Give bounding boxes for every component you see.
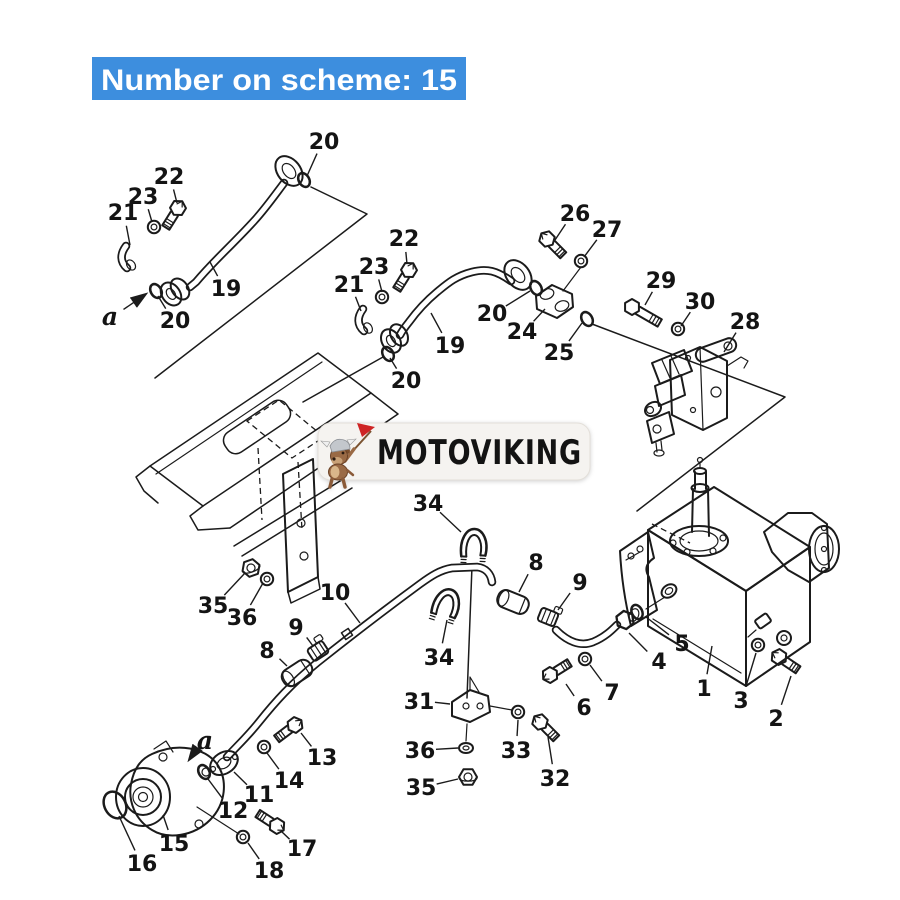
return-hose-group <box>495 588 645 685</box>
part-label-17: 17 <box>286 837 318 862</box>
washer-7 <box>579 653 591 665</box>
part-label-35: 35 <box>405 776 437 801</box>
leader-line <box>566 684 574 696</box>
leader-line <box>224 573 245 595</box>
part-label-36: 36 <box>226 606 258 631</box>
part-label-21: 21 <box>107 201 139 226</box>
part-label-14: 14 <box>273 769 305 794</box>
bolt-6 <box>540 657 574 685</box>
nut-35 <box>459 769 477 785</box>
part-label-20: 20 <box>390 369 422 394</box>
leader-line <box>431 313 442 333</box>
scheme-number-text: Number on scheme: 15 <box>101 64 457 97</box>
leader-line <box>569 323 582 341</box>
part-label-32: 32 <box>539 767 571 792</box>
part-label-26: 26 <box>559 202 591 227</box>
part-label-8: 8 <box>528 551 544 576</box>
bolt-13 <box>272 715 305 745</box>
leader-line <box>707 646 712 674</box>
bolt-22 <box>391 260 419 294</box>
leader-line <box>558 593 570 610</box>
part-label-34: 34 <box>423 646 455 671</box>
part-label-10: 10 <box>319 581 351 606</box>
part-label-3: 3 <box>733 689 749 714</box>
leader-line <box>307 637 313 646</box>
leader-line <box>279 659 287 666</box>
o-ring-25 <box>579 310 595 328</box>
washer-33 <box>512 706 524 718</box>
part-label-36: 36 <box>404 739 436 764</box>
leader-line <box>250 583 263 605</box>
part-label-13: 13 <box>306 746 338 771</box>
part-label-33: 33 <box>500 739 532 764</box>
bolt-26 <box>536 228 568 260</box>
hanger-bracket <box>283 459 320 603</box>
washer-36 <box>459 743 473 753</box>
part-label-9: 9 <box>288 616 304 641</box>
part-label-12: 12 <box>217 799 249 824</box>
part-label-20: 20 <box>159 309 191 334</box>
part-label-1: 1 <box>696 677 712 702</box>
washer-27 <box>575 255 587 267</box>
leader-line <box>163 815 168 830</box>
o-ring-20 <box>380 345 396 363</box>
leader-line <box>781 676 791 705</box>
part-label-9: 9 <box>572 571 588 596</box>
part-label-20: 20 <box>308 130 340 155</box>
bolt-22 <box>160 198 188 232</box>
washer-18 <box>237 831 249 843</box>
washer-14 <box>258 741 270 753</box>
hose-clamp-9 <box>537 602 563 628</box>
leader-line <box>267 753 279 769</box>
part-label-27: 27 <box>591 218 623 243</box>
leader-line <box>519 574 528 592</box>
leader-line <box>506 291 530 306</box>
plug <box>659 581 679 600</box>
leader-line <box>301 733 311 746</box>
watermark-text: MOTOVIKING <box>377 433 582 473</box>
leader-line <box>436 748 458 749</box>
part-label-30: 30 <box>684 290 716 315</box>
o-ring-20 <box>528 279 544 297</box>
part-label-16: 16 <box>126 852 158 877</box>
scheme-number-banner <box>92 57 466 100</box>
leader-line <box>517 720 518 736</box>
leader-line <box>208 779 223 799</box>
leader-line <box>123 294 146 309</box>
washer-3 <box>752 639 764 651</box>
bolt-29 <box>622 297 664 329</box>
watermark-badge <box>318 423 590 487</box>
part-label-31: 31 <box>403 690 435 715</box>
u-bolt-34 <box>429 586 464 626</box>
o-ring-20 <box>296 171 312 189</box>
part-label-5: 5 <box>674 632 690 657</box>
part-label-19: 19 <box>434 334 466 359</box>
part-label-28: 28 <box>729 310 761 335</box>
part-label-6: 6 <box>576 696 592 721</box>
part-label-29: 29 <box>645 269 677 294</box>
part-label-35: 35 <box>197 594 229 619</box>
washer-23 <box>376 291 388 303</box>
leader-line <box>629 633 647 651</box>
part-label-34: 34 <box>412 492 444 517</box>
leader-line <box>548 737 552 764</box>
part-label-18: 18 <box>253 859 285 884</box>
part-label-23: 23 <box>127 185 159 210</box>
part-label-a: a <box>101 302 119 331</box>
leader-line <box>590 665 602 681</box>
part-label-22: 22 <box>153 165 185 190</box>
leader-line <box>442 620 447 643</box>
part-label-4: 4 <box>651 650 667 675</box>
bracket-31 <box>452 677 490 722</box>
part-number-labels <box>102 130 791 884</box>
part-label-15: 15 <box>158 832 190 857</box>
leader-line <box>435 702 450 704</box>
u-bolt-34 <box>460 528 487 563</box>
bolt-32 <box>529 711 561 743</box>
leader-line <box>307 154 317 176</box>
manifold-block-group <box>536 228 595 328</box>
hose-sleeve-8 <box>495 588 531 617</box>
part-label-19: 19 <box>210 277 242 302</box>
part-label-24: 24 <box>506 320 538 345</box>
part-label-23: 23 <box>358 255 390 280</box>
part-label-7: 7 <box>604 681 620 706</box>
leader-line <box>437 779 458 784</box>
part-label-2: 2 <box>768 707 784 732</box>
part-label-8: 8 <box>259 639 275 664</box>
part-label-20: 20 <box>476 302 508 327</box>
part-label-11: 11 <box>243 783 275 808</box>
part-label-a: a <box>196 726 214 755</box>
part-label-25: 25 <box>543 341 575 366</box>
leader-line <box>189 752 195 760</box>
washer-23 <box>148 221 160 233</box>
pump-housing <box>130 748 224 836</box>
leader-line <box>248 843 259 859</box>
part-label-22: 22 <box>388 227 420 252</box>
o-ring-5 <box>629 603 645 621</box>
leader-line <box>148 209 152 222</box>
part-label-21: 21 <box>333 273 365 298</box>
